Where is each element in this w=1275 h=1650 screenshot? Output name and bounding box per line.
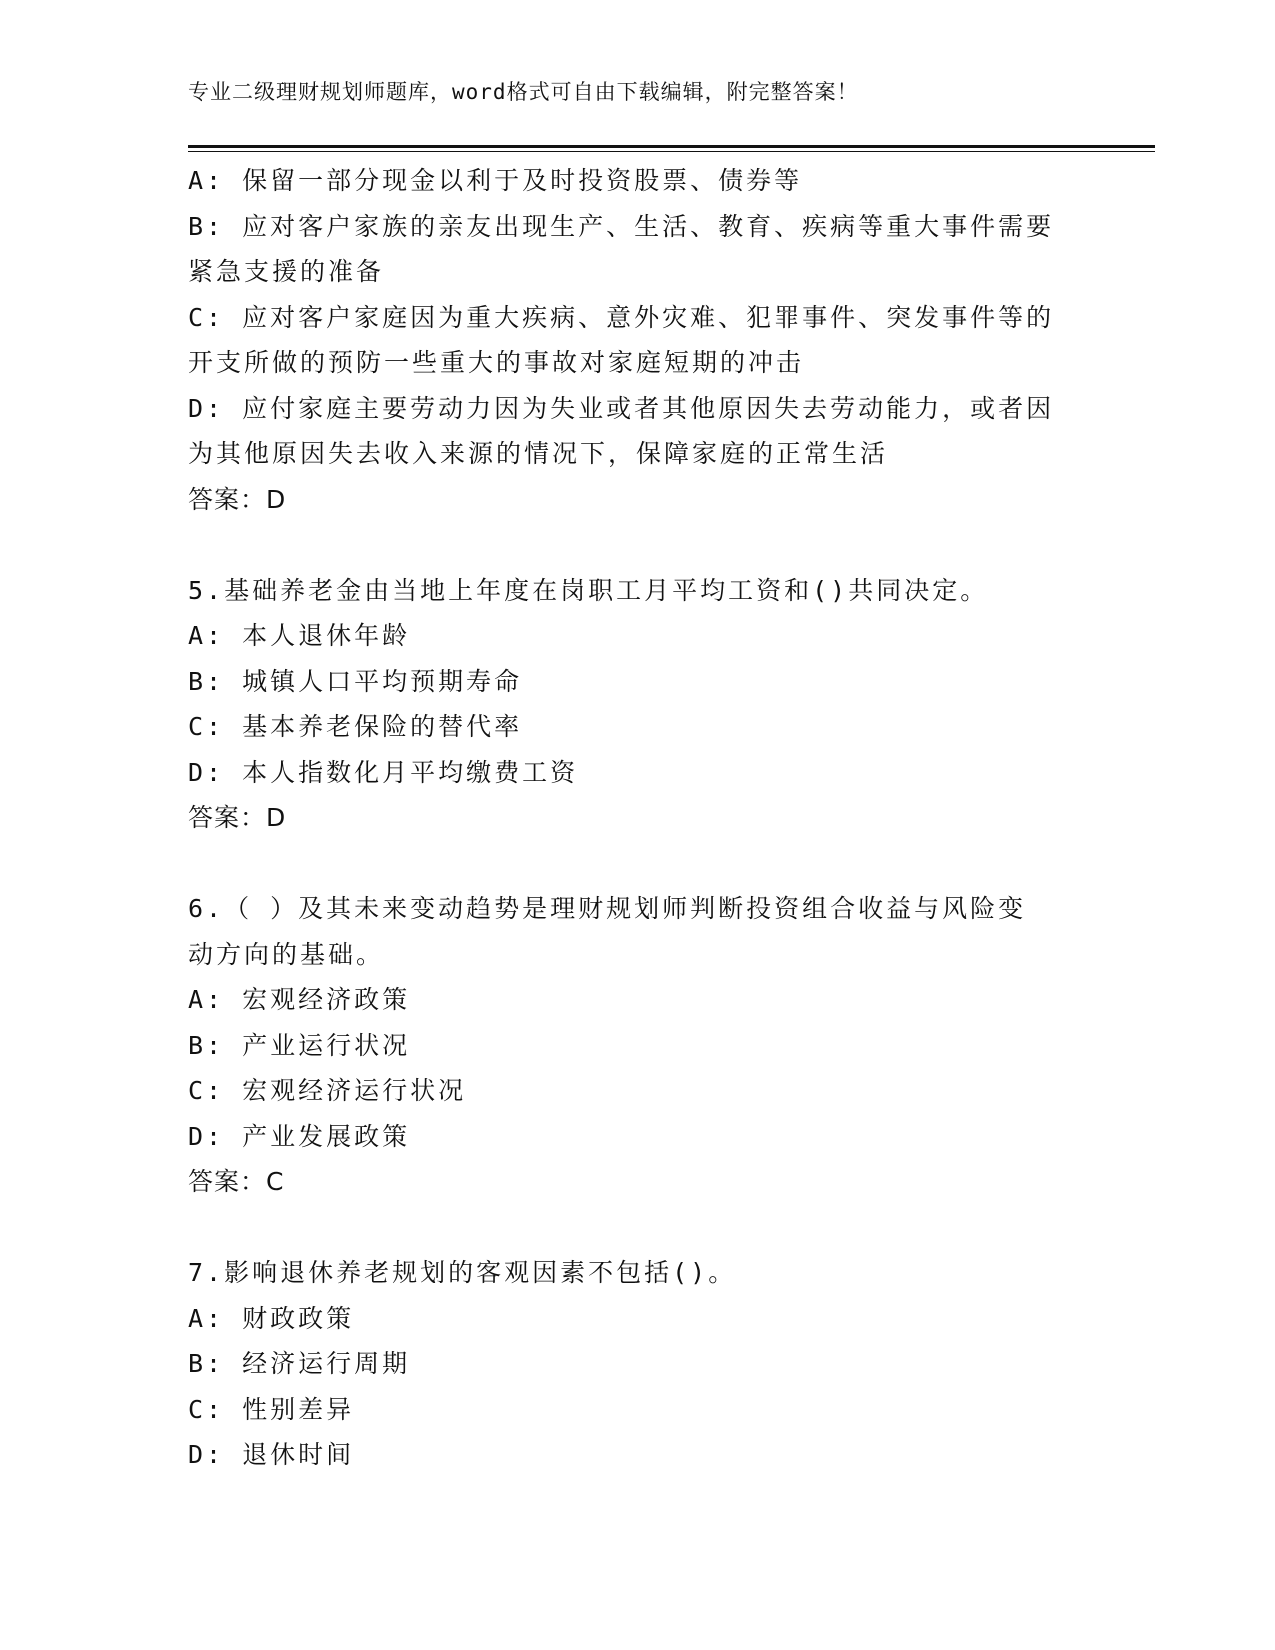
- q4-option-a: A: 保留一部分现金以利于及时投资股票、债券等: [188, 166, 803, 195]
- q6-option-d: D: 产业发展政策: [188, 1121, 411, 1151]
- q4-answer: 答案：D: [188, 484, 287, 514]
- q7-option-d: D: 退休时间: [188, 1440, 355, 1469]
- q5-option-b: B: 城镇人口平均预期寿命: [188, 666, 523, 696]
- question-4-block: [188, 158, 1068, 522]
- q6-answer: 答案：C: [188, 1167, 285, 1196]
- q6-option-c: C: 宏观经济运行状况: [188, 1076, 467, 1105]
- question-spacer: [188, 1205, 1068, 1251]
- question-7-block: [188, 1250, 1068, 1478]
- q7-option-a: A: 财政政策: [188, 1303, 355, 1333]
- q5-answer: 答案：D: [188, 803, 287, 832]
- q5-option-c: C: 基本养老保险的替代率: [188, 712, 523, 741]
- question-6-block: [188, 886, 1068, 1205]
- q5-question: 5.基础养老金由当地上年度在岗职工月平均工资和()共同决定。: [188, 575, 989, 605]
- q4-option-d-continued: 为其他原因失去收入来源的情况下，保障家庭的正常生活: [188, 439, 889, 468]
- question-content: [188, 158, 1068, 1478]
- document-header: 专业二级理财规划师题库，word格式可自由下载编辑，附完整答案！: [188, 80, 859, 104]
- q4-option-c-continued: 开支所做的预防一些重大的事故对家庭短期的冲击: [188, 348, 805, 377]
- q7-question: 7.影响退休养老规划的客观因素不包括()。: [188, 1258, 737, 1287]
- q6-option-a: A: 宏观经济政策: [188, 985, 411, 1014]
- q7-option-c: C: 性别差异: [188, 1394, 355, 1424]
- q6-question-line-2: 动方向的基础。: [188, 939, 385, 969]
- question-spacer: [188, 841, 1068, 887]
- q5-option-d: D: 本人指数化月平均缴费工资: [188, 757, 579, 787]
- q4-option-d: D: 应付家庭主要劳动力因为失业或者其他原因失去劳动能力，或者因: [188, 393, 1055, 423]
- q6-option-b: B: 产业运行状况: [188, 1030, 411, 1060]
- question-5-block: [188, 568, 1068, 841]
- q6-question-line-1: 6.（ ）及其未来变动趋势是理财规划师判断投资组合收益与风险变: [188, 894, 1027, 923]
- q7-option-b: B: 经济运行周期: [188, 1349, 411, 1378]
- q4-option-b: B: 应对客户家族的亲友出现生产、生活、教育、疾病等重大事件需要: [188, 211, 1055, 241]
- q5-option-a: A: 本人退休年龄: [188, 621, 411, 650]
- q4-option-b-continued: 紧急支援的准备: [188, 257, 385, 286]
- question-spacer: [188, 522, 1068, 568]
- header-rule-thick: [188, 145, 1155, 148]
- header-rule-thin: [188, 151, 1155, 152]
- q4-option-c: C: 应对客户家庭因为重大疾病、意外灾难、犯罪事件、突发事件等的: [188, 302, 1055, 332]
